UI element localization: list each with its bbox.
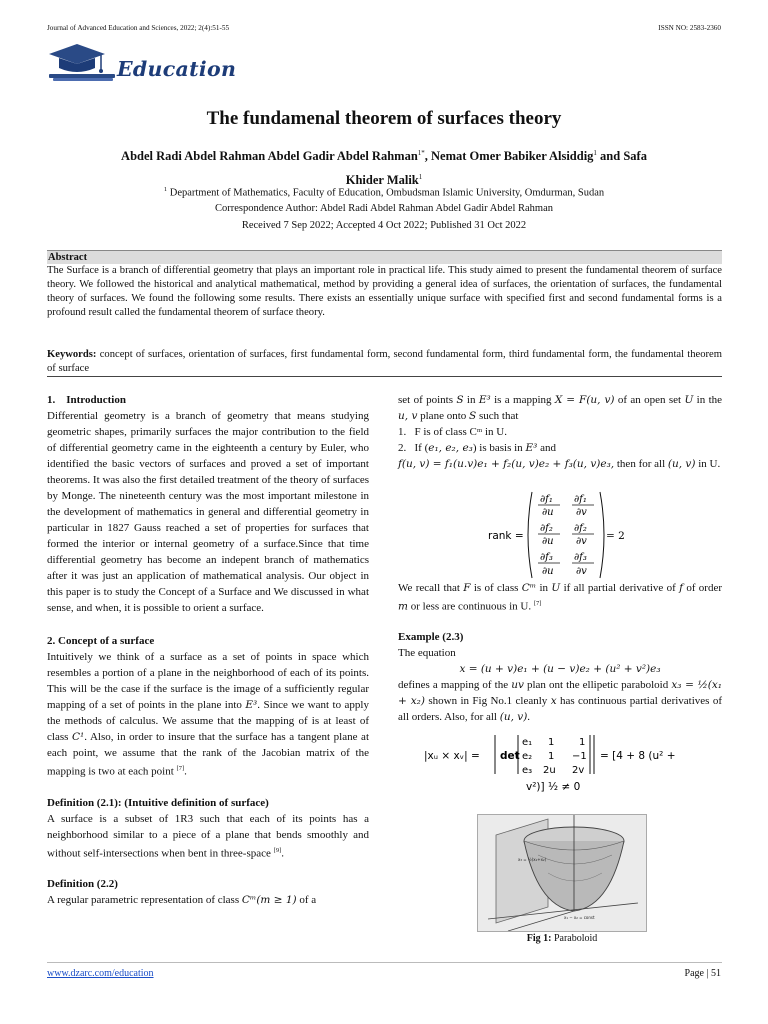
definition-text: A surface is a subset of 1R3 such that each of its points has a neighborhood similar to a piece of a plane that bends smoothly and without self-intersections when bent in three-space bbox=[47, 812, 369, 860]
keywords bbox=[47, 348, 722, 376]
text: plan ont the ellipetic paraboloid bbox=[523, 678, 669, 691]
rank-value: = 2 bbox=[606, 530, 625, 542]
math: U bbox=[684, 394, 694, 406]
text: set of points bbox=[398, 394, 457, 406]
matrix-entry: ∂v bbox=[576, 507, 587, 518]
figure-caption-label: Fig 1: bbox=[526, 933, 552, 944]
text: plane onto bbox=[417, 410, 470, 422]
condition-item-1: 1. F is of class Cᵐ in U. bbox=[398, 426, 507, 438]
author-sup: 1 bbox=[418, 173, 423, 182]
math: uv bbox=[511, 678, 524, 691]
citation-ref: [9] bbox=[273, 846, 282, 854]
mapping-paragraph bbox=[398, 392, 722, 424]
concept-text: . bbox=[184, 765, 187, 778]
matrix-entry: ∂f₃ bbox=[540, 552, 553, 563]
concept-math: C¹ bbox=[71, 731, 85, 743]
definition-2-2-body bbox=[47, 892, 369, 908]
matrix-entry: ∂v bbox=[576, 536, 587, 547]
math: (u, v) bbox=[667, 458, 696, 470]
journal-logo bbox=[47, 40, 277, 90]
keywords-text: concept of surfaces, orientation of surfaces, first fundamental form, second fundamental form, third fundamental form, the fundamental theorem of surface bbox=[47, 349, 722, 374]
definition-text: . bbox=[281, 847, 284, 860]
author-name: Abdel Radi Abdel Rahman Abdel Gadir Abdel Rahman bbox=[121, 149, 418, 164]
det-entry: −1 bbox=[572, 751, 587, 762]
determinant-figure bbox=[424, 732, 724, 794]
text: and bbox=[537, 442, 556, 454]
matrix-entry: ∂u bbox=[542, 536, 554, 547]
author-name: Khider Malik bbox=[345, 173, 419, 188]
cross-right: = [4 + 8 (u² + bbox=[600, 750, 676, 762]
example-body bbox=[398, 677, 722, 725]
text: in the bbox=[693, 394, 723, 406]
det-entry: 1 bbox=[548, 737, 555, 748]
matrix-entry: ∂v bbox=[576, 566, 587, 577]
cross-product-equation bbox=[424, 732, 724, 794]
text: is of class bbox=[470, 582, 522, 594]
author-name: , Nemat Omer Babiker Alsiddig bbox=[424, 149, 594, 164]
det-entry: 2v bbox=[572, 765, 585, 776]
text: 2. If ( bbox=[398, 442, 429, 454]
figure-caption-text: Paraboloid bbox=[551, 933, 598, 944]
example-equation bbox=[398, 661, 722, 677]
text: or less are continuous in U. bbox=[407, 600, 534, 613]
text: We recall that bbox=[398, 582, 464, 594]
definition-math: Cᵐ(m ≥ 1) bbox=[241, 894, 297, 907]
recall-paragraph bbox=[398, 580, 722, 615]
right-column-top bbox=[398, 392, 722, 472]
matrix-entry: ∂f₂ bbox=[574, 523, 587, 534]
citation-ref: [7] bbox=[176, 765, 185, 772]
figure-label: x₃ = ½(x₁+x₂) bbox=[518, 857, 547, 862]
function-definition bbox=[398, 456, 722, 472]
math: f bbox=[679, 582, 683, 594]
matrix-entry: ∂u bbox=[542, 566, 554, 577]
math: x bbox=[550, 694, 557, 707]
det-entry: e₃ bbox=[522, 765, 533, 776]
jacobian-matrix bbox=[488, 489, 648, 581]
det-entry: e₂ bbox=[522, 751, 533, 762]
math: m bbox=[398, 600, 408, 613]
cross-left: |xᵤ × xᵥ| = bbox=[424, 750, 480, 762]
definition-text: of a bbox=[296, 894, 317, 907]
abstract-heading: Abstract bbox=[47, 250, 722, 264]
paraboloid-figure bbox=[477, 814, 647, 932]
text: defines a mapping of the bbox=[398, 678, 512, 691]
author-name: and Safa bbox=[596, 149, 647, 164]
det-entry: 1 bbox=[548, 751, 555, 762]
affiliation-line bbox=[0, 186, 768, 199]
math: f(u, v) = f₁(u.v)e₁ + f₂(u, v)e₂ + f₃(u, v)e₃, bbox=[398, 458, 615, 470]
concept-body bbox=[47, 649, 369, 780]
math: Cᵐ bbox=[521, 582, 537, 594]
definition-2-1-body bbox=[47, 811, 369, 862]
rank-equation bbox=[488, 489, 648, 581]
math: F bbox=[463, 582, 471, 594]
math: x₃ = ½(x₁ + x₂) bbox=[398, 678, 723, 707]
right-column-middle bbox=[398, 580, 722, 725]
math: u, v bbox=[398, 410, 418, 422]
author-list bbox=[60, 143, 708, 191]
text: is a mapping bbox=[490, 394, 555, 406]
text: shown in Fig No.1 cleanly bbox=[425, 694, 551, 707]
affiliation-sup: 1 bbox=[163, 186, 168, 193]
figure-label: x₁ − x₂ = const bbox=[564, 915, 595, 920]
issn-number: ISSN NO: 2583-2360 bbox=[658, 24, 721, 32]
concept-text: Intuitively we think of a surface as a set of points in space which resembles a portion of a plane in the neighborhood of each of its points. This will be the case if the surface is the image of a sufficiently regular mapping of a set of points in the plane into bbox=[47, 651, 369, 711]
text: of an open set bbox=[614, 394, 685, 406]
text: in bbox=[536, 582, 552, 594]
divider bbox=[47, 376, 722, 377]
text: in U. bbox=[695, 458, 721, 470]
correspondence-line: Correspondence Author: Abdel Radi Abdel Rahman Abdel Gadir Abdel Rahman bbox=[215, 203, 553, 214]
text: such that bbox=[476, 410, 519, 422]
text: ) is basis in bbox=[472, 442, 526, 454]
matrix-entry: ∂u bbox=[542, 507, 554, 518]
rank-label: rank = bbox=[488, 530, 524, 542]
text: . bbox=[527, 710, 531, 723]
journal-citation: Journal of Advanced Education and Sciences, 2022; 2(4):51-55 bbox=[47, 24, 230, 32]
definition-heading-2-1: Definition (2.1): (Intuitive definition of surface) bbox=[47, 796, 269, 809]
math: U bbox=[551, 582, 561, 594]
matrix-entry: ∂f₁ bbox=[540, 494, 553, 505]
page-number: Page | 51 bbox=[684, 968, 721, 979]
definition-text: A regular parametric representation of class bbox=[47, 894, 242, 907]
example-intro: The equation bbox=[398, 646, 456, 659]
footer-divider bbox=[47, 962, 722, 963]
section-heading-concept: 2. Concept of a surface bbox=[47, 635, 155, 647]
det-label: det bbox=[500, 750, 520, 762]
det-entry: 1 bbox=[579, 737, 586, 748]
matrix-entry: ∂f₃ bbox=[574, 552, 587, 563]
math: x = (u + v)e₁ + (u − v)e₂ + (u² + v²)e₃ bbox=[459, 662, 661, 675]
condition-item-2 bbox=[398, 440, 722, 456]
concept-text: . Since we want to apply the methods of calculus. We assume that the mapping of is at least of class bbox=[47, 699, 369, 743]
graduation-cap-icon bbox=[47, 40, 119, 84]
math: S bbox=[469, 410, 477, 422]
introduction-body: Differential geometry is a branch of geometry that means studying geometric shapes, primarily surfaces the major contribution to the field of differential geometry came in the eighteenth a century by Euler, who identified the basic vectors of surfaces and proved a set of important theorems. It was also the first detailed treatment of the theory of surfaces by Monge. The nineteenth century was the most important milestone in the development of mathematics in general and differential geometry in particular in 1827 Gauss reached a set of properties for surfaces that formed the interior or internal geometry of a surface.Since that time differential geometry has become an indepent branch of mathematics after it was just an application of mathematical analysis. Our object in this paper is to study the Concept of a Surface and We discussed in what sense, and when, it is possible to orient a surface. bbox=[47, 410, 369, 614]
math: (u, v) bbox=[499, 710, 528, 723]
journal-website-link[interactable]: www.dzarc.com/education bbox=[47, 968, 154, 979]
definition-heading-2-2: Definition (2.2) bbox=[47, 878, 118, 891]
left-column bbox=[47, 392, 369, 908]
det-entry: 2u bbox=[543, 765, 556, 776]
text: in bbox=[463, 394, 479, 406]
concept-text: . Also, in order to insure that the surface has a tangent plane at each point, we assume that the rank of the Jacobian matrix of the mapping is two at each point bbox=[47, 731, 369, 778]
text: of order bbox=[683, 582, 723, 594]
math: S bbox=[456, 394, 464, 406]
logo-wordmark: Education bbox=[117, 57, 237, 81]
example-heading: Example (2.3) bbox=[398, 630, 464, 643]
concept-math: E³ bbox=[245, 699, 258, 711]
math: E³ bbox=[478, 394, 491, 406]
math: e₁, e₂, e₃ bbox=[428, 442, 473, 454]
author-sup: 1 bbox=[593, 149, 597, 157]
matrix-entry: ∂f₁ bbox=[574, 494, 587, 505]
dates-line: Received 7 Sep 2022; Accepted 4 Oct 2022; Published 31 Oct 2022 bbox=[241, 220, 527, 231]
math: X = F(u, v) bbox=[554, 394, 615, 406]
text: then for all bbox=[614, 458, 666, 470]
abstract-body: The Surface is a branch of differential geometry that plays an important role in practical life. This study aimed to present the fundamental theorem of surface theory. We followed the historical and analytical mathematical, method by providing a general idea of surfaces, the orientation of surfaces, the fundamental theory of surfaces. We found the following some results. There exists an essentially unique surface with specified first and second fundamental forms is a profound result called the fundamental theorem of surface theory. bbox=[47, 265, 722, 318]
text: if all partial derivative of bbox=[560, 582, 680, 594]
citation-ref: [7] bbox=[533, 600, 542, 607]
cross-line2: v²)] ¹⁄₂ ≠ 0 bbox=[526, 781, 581, 793]
figure-caption bbox=[477, 933, 647, 944]
det-entry: e₁ bbox=[522, 737, 533, 748]
paraboloid-image bbox=[478, 815, 646, 931]
paper-title: The fundamenal theorem of surfaces theory bbox=[206, 108, 562, 129]
math: E³ bbox=[525, 442, 538, 454]
keywords-label: Keywords: bbox=[47, 349, 97, 360]
matrix-entry: ∂f₂ bbox=[540, 523, 553, 534]
text: has continuous partial derivatives of all orders. Also, for all bbox=[398, 694, 722, 723]
affiliation-dept: Department of Mathematics, Faculty of Education, Ombudsman Islamic University, Omdurman, Sudan bbox=[167, 187, 605, 199]
section-heading-introduction: 1. Introduction bbox=[47, 394, 126, 406]
author-sup: 1* bbox=[417, 149, 425, 157]
